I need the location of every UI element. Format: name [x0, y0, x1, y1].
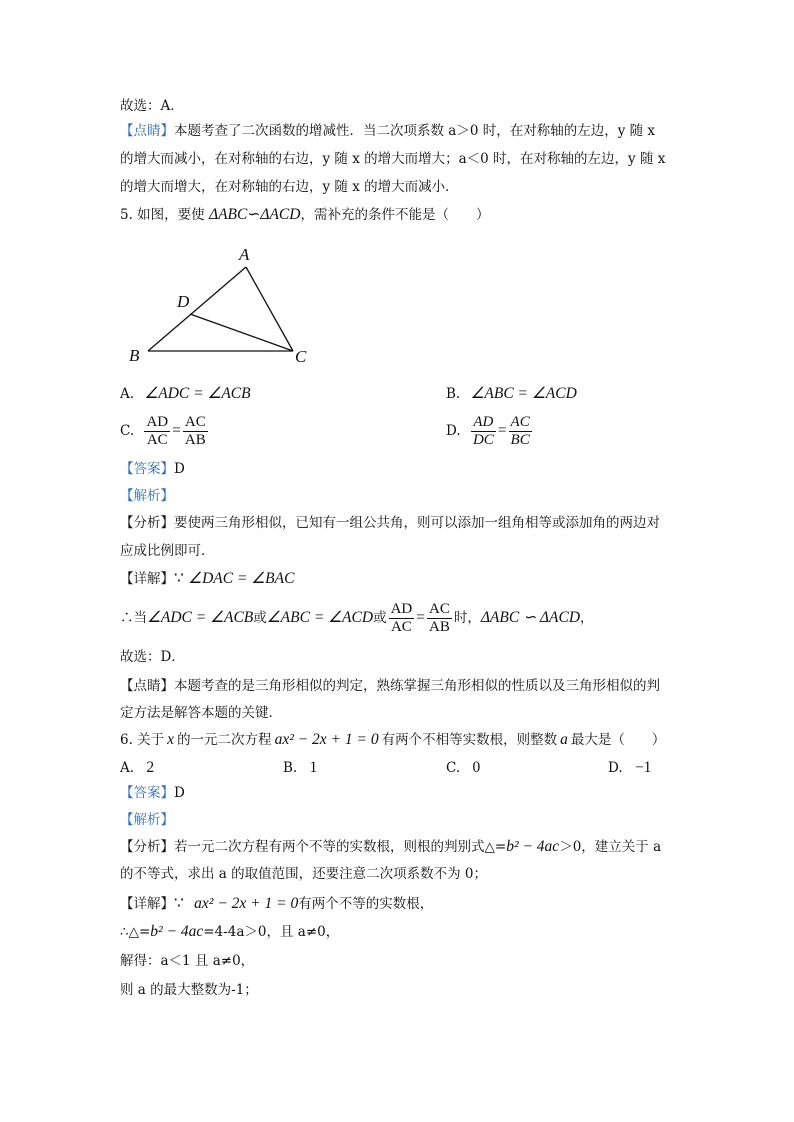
fraction: $\frac{AD}{DC}$	[472, 414, 494, 448]
text-span: 有两个不相等实数根，则整数	[381, 732, 558, 748]
math-var: a	[560, 731, 568, 748]
fraction: $\frac{AD}{AC}$	[390, 601, 413, 635]
vertex-label-c: C	[295, 347, 307, 366]
detail-line	[120, 894, 433, 914]
vertex-label-d: D	[177, 292, 190, 311]
fraction: $\frac{AD}{AC}$	[146, 414, 169, 448]
text-line: 的增大而增大，在对称轴的右边，y 随 x 的增大而减小．	[120, 179, 459, 195]
math-expr: ax² − 2x + 1 = 0	[274, 731, 379, 748]
text-span: 的一元二次方程	[177, 732, 272, 748]
math-expr: ΔABC ∽ ΔACD	[480, 609, 581, 626]
math-symbol: =	[416, 609, 425, 626]
option-b	[283, 758, 317, 778]
question-number: 5. 如图，要使	[120, 207, 205, 223]
question-number: 6. 关于	[120, 732, 165, 748]
answer-value: D	[174, 461, 185, 477]
text-span: ∴△=	[120, 924, 151, 940]
math-expr: b² − 4ac	[506, 838, 560, 855]
answer-tag: 【答案】	[120, 461, 174, 477]
option-a	[120, 384, 251, 404]
text-line: 定方法是解答本题的关键．	[120, 705, 282, 721]
detail-line	[120, 569, 294, 589]
fraction: $\frac{AC}{BC}$	[510, 414, 530, 448]
math-var: x	[167, 731, 175, 748]
jiexi-tag: 【解析】	[120, 488, 174, 504]
xiangjie-tag: 【详解】	[120, 896, 174, 912]
answer-value: D	[174, 785, 185, 801]
option-label: B.	[446, 386, 461, 402]
fenxi-tag: 【分析】	[120, 839, 174, 855]
text-span: ，需补充的条件不能是（ ）	[300, 207, 490, 223]
text-span: ＞0，建立关于 a	[559, 839, 662, 855]
option-label: C.	[446, 760, 461, 776]
fraction: $\frac{AC}{AB}$	[428, 601, 450, 635]
math-expr: ∠ABC = ∠ACD	[266, 609, 374, 626]
analysis-line: 的不等式，求出 a 的取值范围，还要注意二次项系数不为 0；	[120, 866, 488, 882]
math-symbol: ∵	[174, 570, 184, 587]
detail-line	[120, 598, 594, 638]
analysis-line	[120, 513, 660, 533]
fraction: $\frac{AC}{AB}$	[184, 414, 206, 448]
option-d	[446, 412, 534, 450]
math-symbol: =	[497, 422, 507, 439]
option-value: −1	[634, 759, 652, 776]
detail-line	[120, 922, 339, 942]
math-expr: ∠DAC = ∠BAC	[188, 570, 295, 587]
option-label: A.	[120, 760, 135, 776]
option-value: 0	[472, 759, 481, 776]
math-symbol: ∽	[247, 206, 261, 223]
detail-line: 则 a 的最大整数为-1；	[120, 982, 258, 998]
text-span: ，	[580, 610, 594, 626]
dianjing-line	[120, 676, 660, 696]
math-expr: b² − 4ac	[150, 923, 204, 940]
dianjing-tag: 【点睛】	[120, 123, 174, 139]
jiexi-tag: 【解析】	[120, 812, 174, 828]
answer-tag: 【答案】	[120, 785, 174, 801]
option-value: 1	[309, 759, 318, 776]
option-c	[120, 412, 210, 450]
text-span: 本题考查了二次函数的增减性．当二次项系数 a＞0 时，在对称轴的左边，y 随 x	[174, 123, 656, 139]
question-6-stem	[120, 730, 665, 750]
option-a	[120, 758, 154, 778]
text-line: 故选：A．	[120, 98, 184, 114]
math-expr: ∠ADC = ∠ACB	[144, 385, 251, 402]
option-label: D.	[446, 423, 461, 439]
text-line	[120, 121, 655, 141]
math-symbol: =	[172, 422, 181, 439]
math-expr: ∠ABC = ∠ACD	[470, 385, 577, 402]
fenxi-tag: 【分析】	[120, 515, 174, 531]
math-expr: ∠ADC = ∠ACB	[147, 609, 254, 626]
question-5-stem	[120, 205, 489, 225]
vertex-label-a: A	[239, 245, 250, 264]
xiangjie-tag: 【详解】	[120, 571, 174, 587]
answer-line	[120, 459, 185, 479]
text-span: 有两个不等的实数根，	[298, 896, 434, 912]
text-span: 要使两三角形相似，已知有一组公共角，则可以添加一组角相等或添加角的两边对	[174, 515, 660, 531]
option-d	[608, 758, 651, 778]
option-label: D.	[608, 760, 623, 776]
text-span: 或	[373, 610, 387, 626]
math-expr: ax² − 2x + 1 = 0	[194, 895, 299, 912]
text-span: 本题考查的是三角形相似的判定，熟练掌握三角形相似的性质以及三角形相似的判	[174, 678, 660, 694]
vertex-label-b: B	[129, 346, 140, 365]
math-expr: ΔACD	[260, 206, 301, 223]
math-expr: ΔABC	[208, 206, 248, 223]
option-label: C.	[120, 423, 135, 439]
dianjing-tag: 【点睛】	[120, 678, 174, 694]
text-span: =4-4a＞0，且 a≠0，	[203, 924, 340, 940]
option-c	[446, 758, 480, 778]
math-symbol: ∵	[174, 895, 184, 912]
analysis-line	[120, 837, 661, 857]
text-span: 最大是（ ）	[570, 732, 666, 748]
text-line: 的增大而减小，在对称轴的右边，y 随 x 的增大而增大；a＜0 时，在对称轴的左边，y 随 x	[120, 151, 666, 167]
analysis-line: 应成比例即可．	[120, 543, 215, 559]
option-b	[446, 384, 577, 404]
option-label: A.	[120, 386, 135, 402]
text-span: 若一元二次方程有两个不等的实数根，则根的判别式△=	[174, 839, 507, 855]
text-span: 或	[253, 610, 267, 626]
answer-line	[120, 783, 185, 803]
option-label: B.	[283, 760, 298, 776]
detail-line: 解得：a＜1 且 a≠0，	[120, 953, 255, 969]
text-span: 时，	[453, 610, 481, 626]
option-value: 2	[146, 759, 155, 776]
text-line: 故选：D．	[120, 649, 185, 665]
triangle-figure	[120, 240, 320, 370]
text-span: ∴当	[120, 610, 147, 626]
